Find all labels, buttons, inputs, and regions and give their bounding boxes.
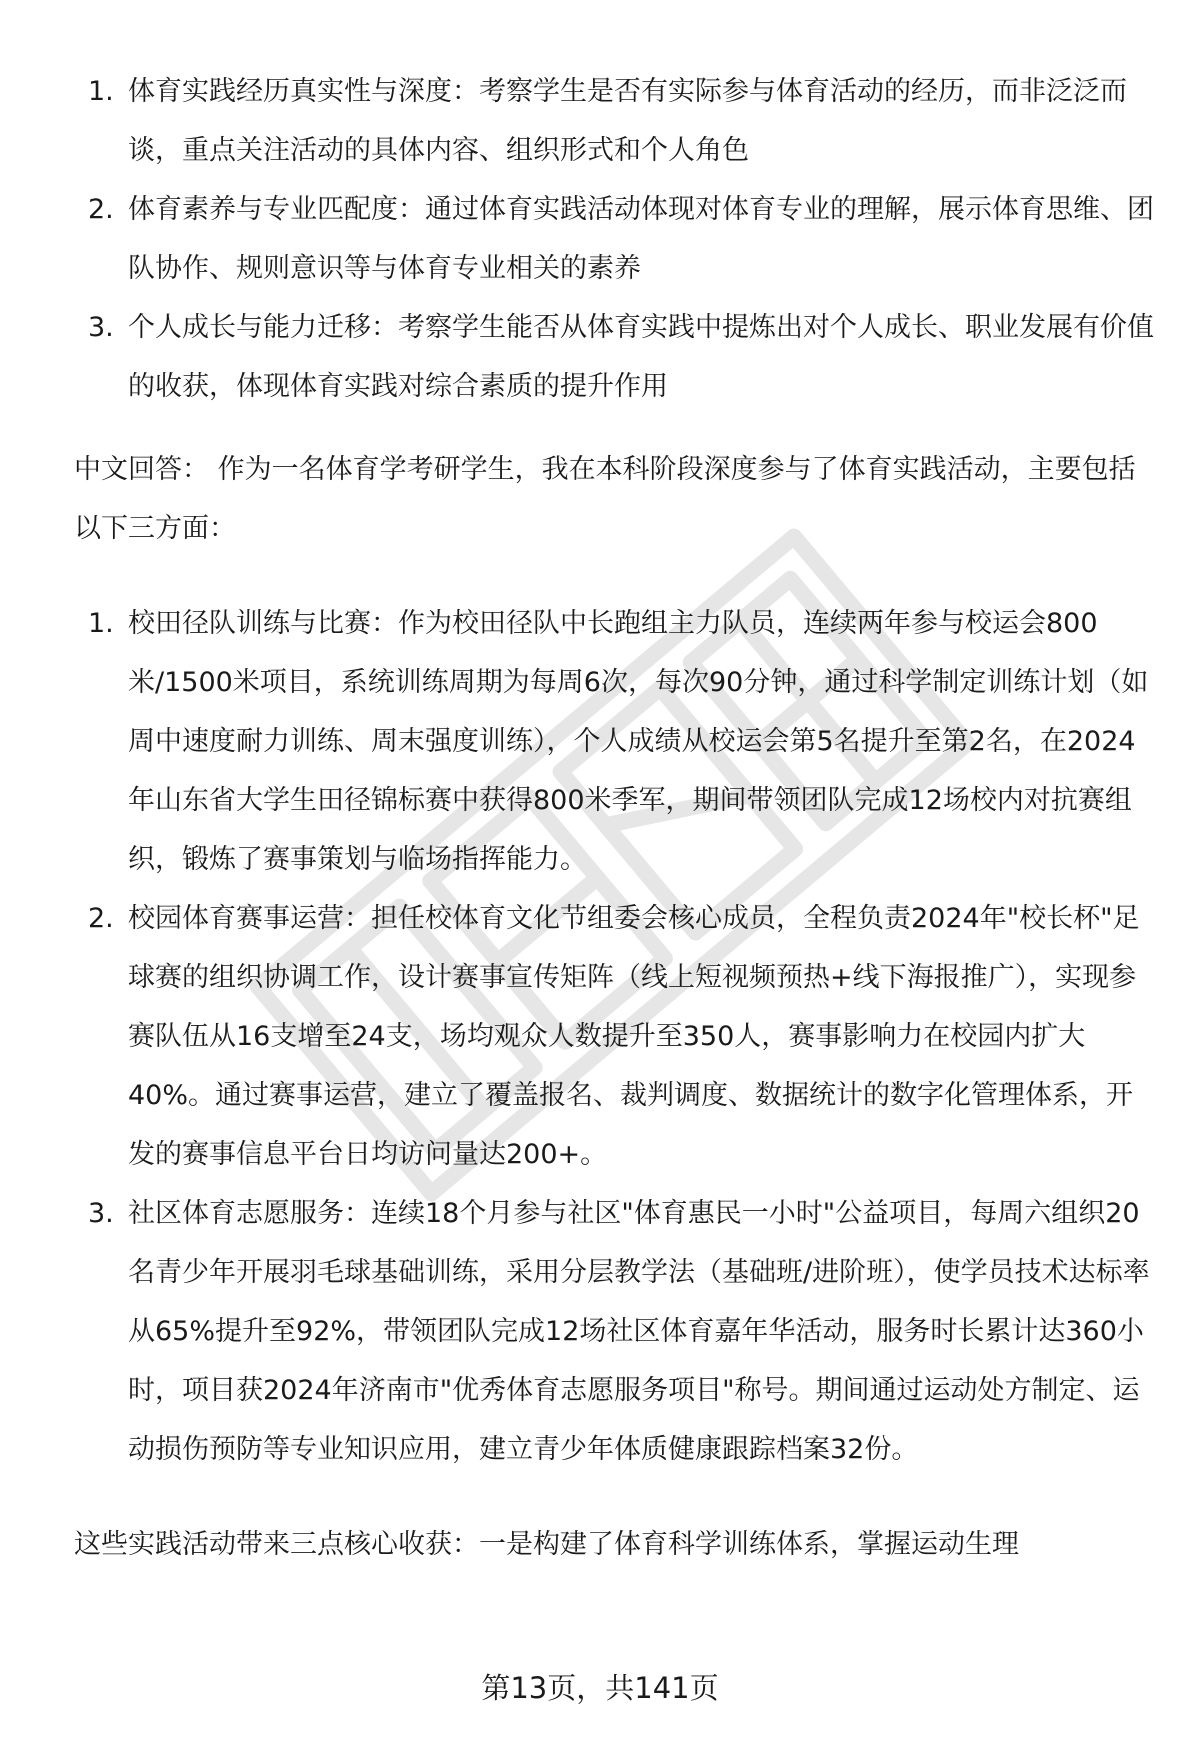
list-number: 3. [88,1198,114,1229]
activity-item-1 [74,594,1154,889]
list-number: 3. [88,312,114,343]
criteria-text: 体育实践经历真实性与深度：考察学生是否有实际参与体育活动的经历，而非泛泛而谈，重点关注活动的具体内容、组织形式和个人角色 [128,76,1127,166]
activity-text: 校田径队训练与比赛：作为校田径队中长跑组主力队员，连续两年参与校运会800米/1500米项目，系统训练周期为每周6次，每次90分钟，通过科学制定训练计划（如周中速度耐力训练、周末强度训练），个人成绩从校运会第5名提升至第2名，在2024年山东省大学生田径锦标赛中获得800米季军，期间带领团队完成12场校内对抗赛组织，锻炼了赛事策划与临场指挥能力。 [128,608,1149,875]
activities-list [74,594,1154,1479]
criteria-text: 体育素养与专业匹配度：通过体育实践活动体现对体育专业的理解，展示体育思维、团队协作、规则意识等与体育专业相关的素养 [128,194,1154,284]
list-number: 1. [88,608,114,639]
activity-item-3 [74,1184,1154,1479]
criteria-item-2 [74,180,1154,298]
activity-text: 校园体育赛事运营：担任校体育文化节组委会核心成员，全程负责2024年"校长杯"足球赛的组织协调工作，设计赛事宣传矩阵（线上短视频预热+线下海报推广），实现参赛队伍从16支增至24支，场均观众人数提升至350人，赛事影响力在校园内扩大40%。通过赛事运营，建立了覆盖报名、裁判调度、数据统计的数字化管理体系，开发的赛事信息平台日均访问量达200+。 [128,903,1140,1170]
answer-intro-paragraph: 中文回答： 作为一名体育学考研学生，我在本科阶段深度参与了体育实践活动，主要包括以下三方面： [74,454,1136,544]
list-number: 2. [88,194,114,225]
criteria-item-3 [74,298,1154,416]
list-number: 2. [88,903,114,934]
criteria-item-1 [74,62,1154,180]
activity-text: 社区体育志愿服务：连续18个月参与社区"体育惠民一小时"公益项目，每周六组织20名青少年开展羽毛球基础训练，采用分层教学法（基础班/进阶班），使学员技术达标率从65%提升至92%，带领团队完成12场社区体育嘉年华活动，服务时长累计达360小时，项目获2024年济南市"优秀体育志愿服务项目"称号。期间通过运动处方制定、运动损伤预防等专业知识应用，建立青少年体质健康跟踪档案32份。 [128,1198,1150,1465]
list-number: 1. [88,76,114,107]
activity-item-2 [74,889,1154,1184]
criteria-list [74,62,1154,416]
closing-paragraph: 这些实践活动带来三点核心收获：一是构建了体育科学训练体系，掌握运动生理 [74,1529,1019,1560]
page-footer: 第13页，共141页 [481,1671,719,1705]
criteria-text: 个人成长与能力迁移：考察学生能否从体育实践中提炼出对个人成长、职业发展有价值的收获，体现体育实践对综合素质的提升作用 [128,312,1154,402]
document-body [74,62,1154,1574]
